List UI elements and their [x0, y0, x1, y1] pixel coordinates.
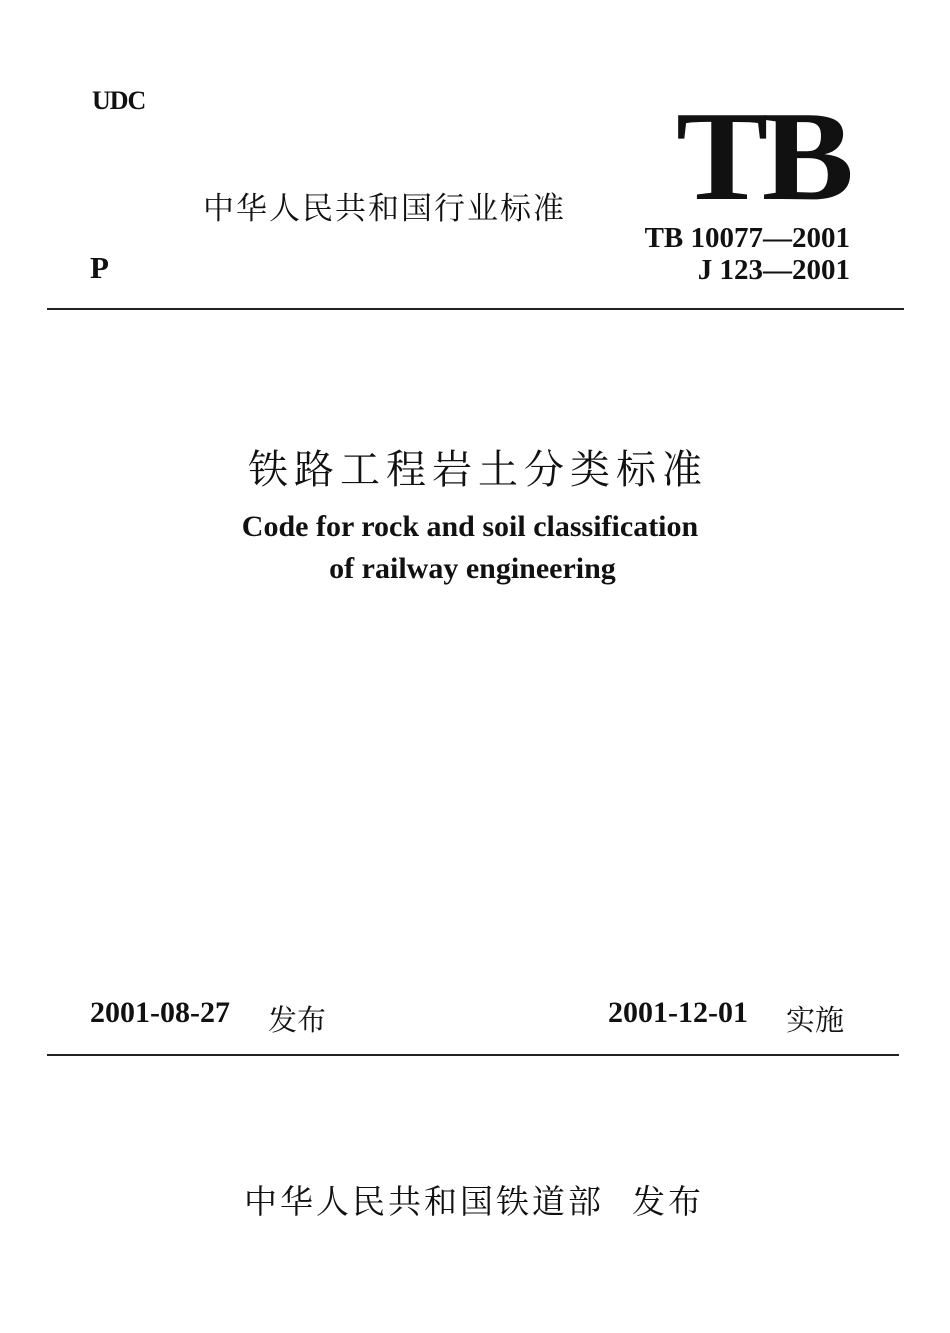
bottom-divider	[47, 1054, 899, 1056]
standard-number: TB 10077—2001	[644, 222, 850, 254]
category-mark: P	[90, 250, 109, 285]
industry-standard-title: 中华人民共和国行业标准	[203, 191, 566, 227]
top-divider	[47, 308, 904, 310]
implement-label: 实施	[786, 1003, 845, 1037]
document-title-english-line2: of railway engineering	[329, 552, 616, 585]
publish-label: 发布	[268, 1003, 327, 1037]
issuer-action: 发布	[632, 1182, 704, 1221]
issuer-name: 中华人民共和国铁道部	[244, 1182, 604, 1221]
record-number: J 123—2001	[697, 254, 850, 286]
udc-label: UDC	[92, 86, 146, 115]
document-title-english-line1: Code for rock and soil classification	[241, 510, 699, 543]
implement-date: 2001-12-01	[608, 996, 748, 1029]
tb-logo: TB	[676, 85, 848, 227]
publish-date: 2001-08-27	[90, 996, 230, 1029]
document-title-chinese: 铁路工程岩土分类标准	[248, 447, 708, 493]
